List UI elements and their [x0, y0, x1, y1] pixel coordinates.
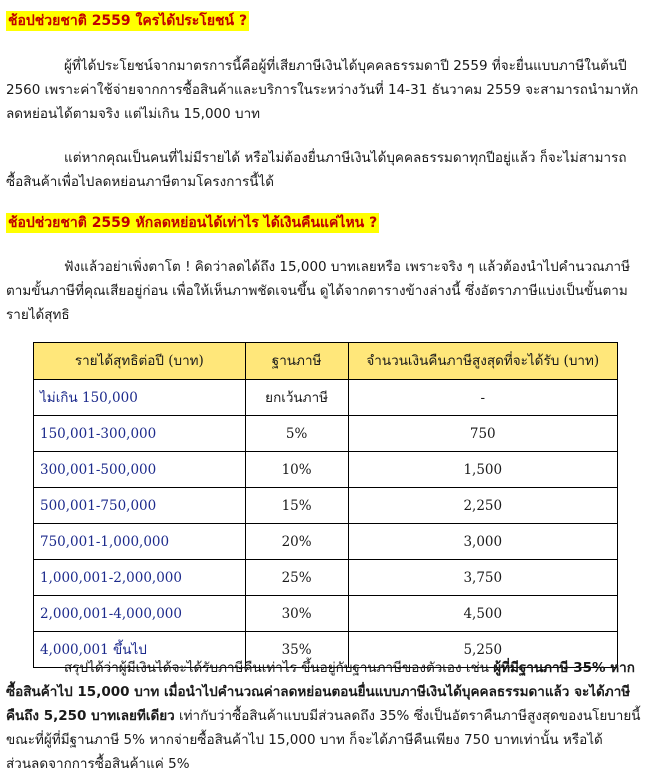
income-cell: 4,000,001 ขึ้นไป: [34, 632, 246, 668]
income-cell: 150,001-300,000: [34, 416, 246, 452]
rate-cell: 15%: [245, 488, 348, 524]
paragraph-table-intro: ฟังแล้วอย่าเพิ่งตาโต ! คิดว่าลดได้ถึง 15,000 บาทเลยหรือ เพราะจริง ๆ แล้วต้องนำไปคำนวณภาษีตามขั้นภาษีที่คุณเสียอยู่ก่อน เพื่อให้เห็นภาพชัดเจนขึ้น ดูได้จากตารางข้างล่างนี้ ซึ่งอัตราภาษีแบ่งเป็นขั้นตามรายได้สุทธิ: [6, 259, 630, 323]
section-heading-who-benefits: ช้อปช่วยชาติ 2559 ใครได้ประโยชน์ ?: [8, 13, 248, 29]
refund-cell: 1,500: [348, 452, 617, 488]
income-cell: 2,000,001-4,000,000: [34, 596, 246, 632]
table-row: [34, 380, 618, 416]
header-tax-rate: ฐานภาษี: [245, 343, 348, 380]
refund-cell: 4,500: [348, 596, 617, 632]
income-cell: 750,001-1,000,000: [34, 524, 246, 560]
refund-cell: 3,000: [348, 524, 617, 560]
rate-cell: 20%: [245, 524, 348, 560]
paragraph-non-eligible: แต่หากคุณเป็นคนที่ไม่มีรายได้ หรือไม่ต้องยื่นภาษีเงินได้บุคคลธรรมดาทุกปีอยู่แล้ว ก็จะไม่สามารถซื้อสินค้าเพื่อไปลดหย่อนภาษีตามโครงการนี้ได้: [6, 150, 627, 190]
header-max-refund: จำนวนเงินคืนภาษีสูงสุดที่จะได้รับ (บาท): [348, 343, 617, 380]
refund-cell: 3,750: [348, 560, 617, 596]
summary-highlight: ผู้ที่มีฐานภาษี 35% หากซื้อสินค้าไป 15,000 บาท เมื่อนำไปคำนวณค่าลดหย่อนตอนยื่นแบบภาษีเงินได้บุคคลธรรมดาแล้ว จะได้ภาษีคืนถึง 5,250 บาทเลยทีเดียว: [6, 660, 635, 724]
refund-cell: 5,250: [348, 632, 617, 668]
table-row: [34, 524, 618, 560]
refund-cell: -: [348, 380, 617, 416]
rate-cell: 30%: [245, 596, 348, 632]
table-row: [34, 560, 618, 596]
refund-cell: 750: [348, 416, 617, 452]
table-header-row: [34, 343, 618, 380]
income-cell: ไม่เกิน 150,000: [34, 380, 246, 416]
income-cell: 500,001-750,000: [34, 488, 246, 524]
table-row: [34, 596, 618, 632]
summary-rest: เท่ากับว่าซื้อสินค้าแบบมีส่วนลดถึง 35% ซึ่งเป็นอัตราคืนภาษีสูงสุดของนโยบายนี้ ขณะที่ผู้ที่มีฐานภาษี 5% หากจ่ายซื้อสินค้าไป 15,000 บาท ก็จะได้ภาษีคืนเพียง 750 บาทเท่านั้น หรือได้ส่วนลดจากการซื้อสินค้าแค่ 5%: [6, 708, 641, 772]
header-net-income: รายได้สุทธิต่อปี (บาท): [34, 343, 246, 380]
summary-intro: สรุปได้ว่าผู้มีเงินได้จะได้รับภาษีคืนเท่าไร ขึ้นอยู่กับฐานภาษีของตัวเอง เช่น: [64, 660, 494, 676]
paragraph-summary: [6, 656, 642, 776]
section-heading-deduction-amount: ช้อปช่วยชาติ 2559 หักลดหย่อนได้เท่าไร ได้เงินคืนแค่ไหน ?: [8, 215, 378, 231]
refund-cell: 2,250: [348, 488, 617, 524]
paragraph-beneficiaries: ผู้ที่ได้ประโยชน์จากมาตรการนี้คือผู้ที่เสียภาษีเงินได้บุคคลธรรมดาปี 2559 ที่จะยื่นแบบภาษีในต้นปี 2560 เพราะค่าใช้จ่ายจากการซื้อสินค้าและบริการในระหว่างวันที่ 14-31 ธันวาคม 2559 จะสามารถนำมาหักลดหย่อนได้ตามจริง แต่ไม่เกิน 15,000 บาท: [6, 58, 639, 122]
tax-refund-table: [33, 342, 618, 668]
income-cell: 300,001-500,000: [34, 452, 246, 488]
rate-cell: 35%: [245, 632, 348, 668]
rate-cell: ยกเว้นภาษี: [245, 380, 348, 416]
table-row: [34, 416, 618, 452]
rate-cell: 25%: [245, 560, 348, 596]
table-row: [34, 452, 618, 488]
rate-cell: 10%: [245, 452, 348, 488]
rate-cell: 5%: [245, 416, 348, 452]
table-row: [34, 488, 618, 524]
income-cell: 1,000,001-2,000,000: [34, 560, 246, 596]
